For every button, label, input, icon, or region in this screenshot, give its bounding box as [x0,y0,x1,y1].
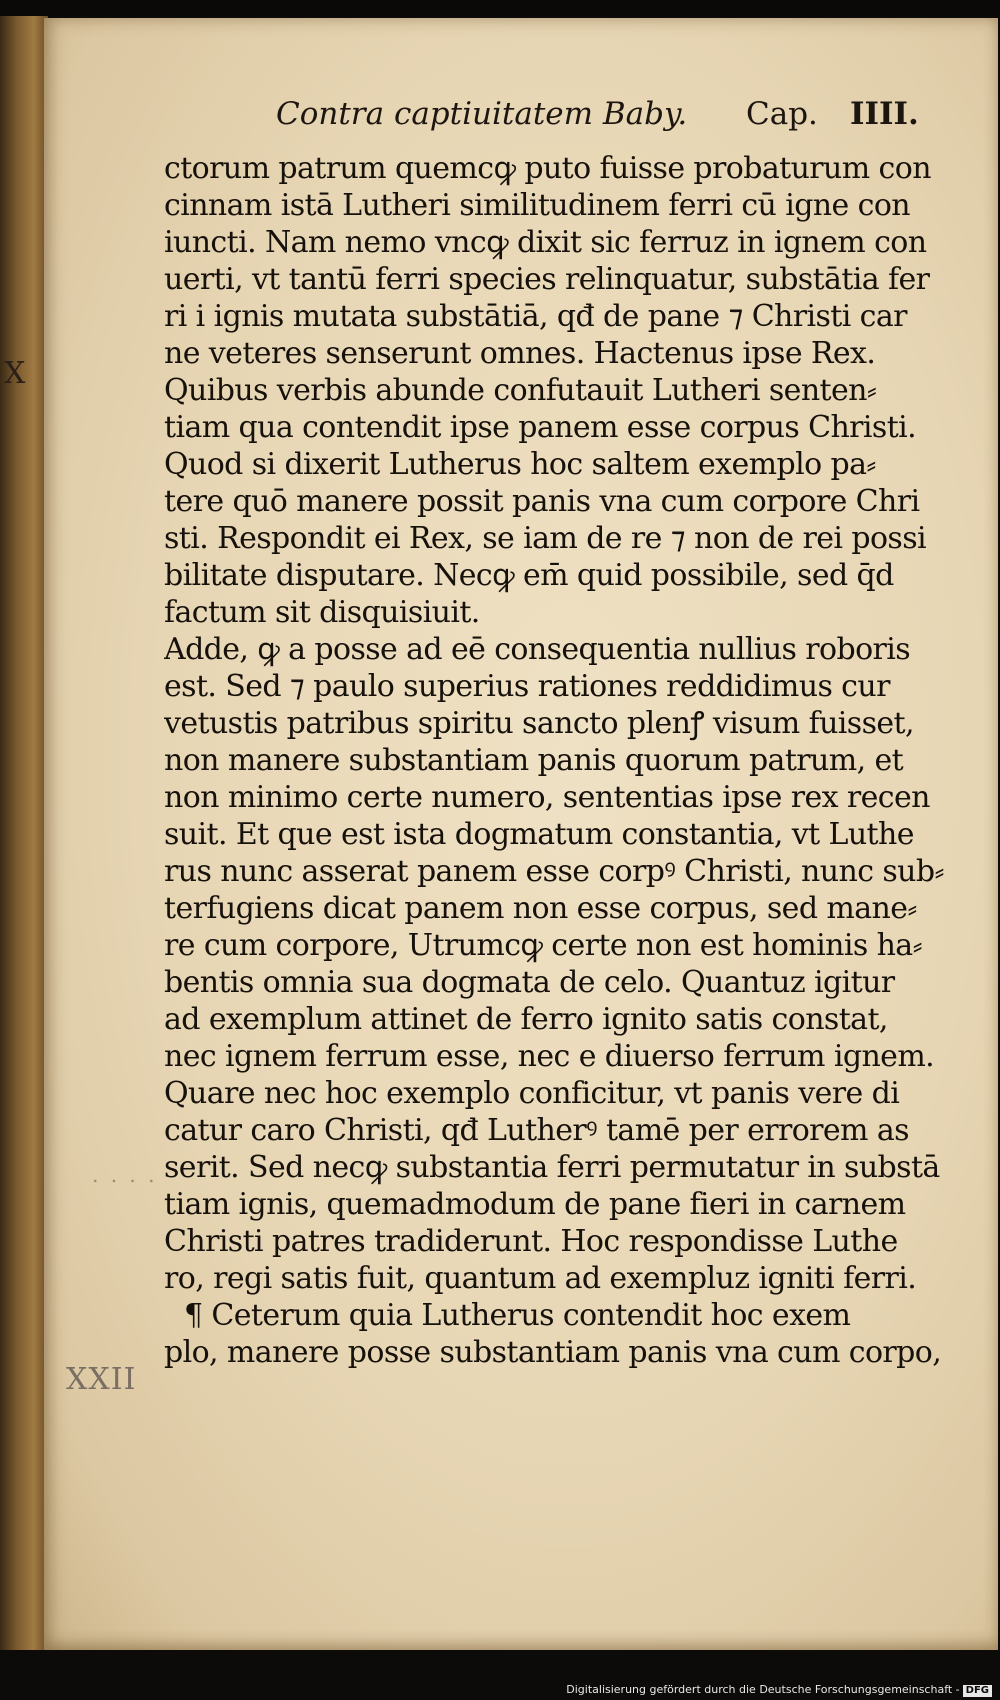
text-line: plo, manere posse substantiam panis vna cum corpo, [164,1335,942,1370]
text-line: Quare nec hoc exemplo conficitur, vt panis vere di [164,1076,900,1111]
text-line: tere quō manere possit panis vna cum corpore Chri [164,484,920,519]
text-line: Christi patres tradiderunt. Hoc respondisse Luthe [164,1224,898,1259]
margin-dots: . . . . [92,1163,158,1187]
top-border [0,0,1000,16]
running-head-title: Contra captiuitatem Baby. [276,96,688,132]
book-spine-edge [0,16,48,1650]
text-line: tiam ignis, quemadmodum de pane fieri in carnem [164,1187,906,1222]
margin-mark-x: X [4,356,26,391]
text-line: factum sit disquisiuit. [164,595,480,630]
text-line: ne veteres senserunt omnes. Hactenus ipse Rex. [164,336,876,371]
text-line: ro, regi satis fuit, quantum ad exempluz igniti ferri. [164,1261,917,1296]
text-line: ri i ignis mutata substātiā, qđ de pane ⁊ Christi car [164,299,907,334]
text-line: ctorum patrum quemcꝙ puto fuisse probaturum con [164,151,931,186]
text-line: vetustis patribus spiritu sancto plenꝭ visum fuisset, [164,706,914,741]
chapter-label: Cap. [746,96,818,132]
text-line: ¶ Ceterum quia Lutherus contendit hoc exem [184,1298,851,1333]
body-text [164,150,964,1371]
text-line: rus nunc asserat panem esse corpꝰ Christi, nunc sub⸗ [164,854,944,889]
signature-mark: XXII [66,1362,137,1397]
text-line: uerti, vt tantū ferri species relinquatur, substātia fer [164,262,930,297]
text-line: cinnam istā Lutheri similitudinem ferri cū igne con [164,188,911,223]
chapter-number: IIII. [850,96,919,132]
text-line: est. Sed ⁊ paulo superius rationes reddidimus cur [164,669,890,704]
text-line: non manere substantiam panis quorum patrum, et [164,743,904,778]
text-line: nec ignem ferrum esse, nec e diuerso ferrum ignem. [164,1039,935,1074]
running-head [276,96,926,142]
text-line: terfugiens dicat panem non esse corpus, sed mane⸗ [164,891,917,926]
text-line: catur caro Christi, qđ Lutherꝰ tamē per errorem as [164,1113,909,1148]
digitization-credit [566,1683,992,1697]
text-line: ad exemplum attinet de ferro ignito satis constat, [164,1002,888,1037]
credit-text: Digitalisierung gefördert durch die Deutsche Forschungsgemeinschaft - [566,1683,960,1696]
text-line: bentis omnia sua dogmata de celo. Quantuz igitur [164,965,895,1000]
text-line: re cum corpore, Utrumcꝙ certe non est hominis ha⸗ [164,928,922,963]
text-line: non minimo certe numero, sententias ipse rex recen [164,780,930,815]
text-line: bilitate disputare. Necꝙ em̄ quid possibile, sed q̄d [164,558,894,593]
text-line: Quod si dixerit Lutherus hoc saltem exemplo pa⸗ [164,447,876,482]
text-line: Quibus verbis abunde confutauit Lutheri senten⸗ [164,373,877,408]
text-line: sti. Respondit ei Rex, se iam de re ⁊ non de rei possi [164,521,926,556]
dfg-logo: DFG [963,1685,992,1697]
text-line: suit. Et que est ista dogmatum constantia, vt Luthe [164,817,914,852]
text-line: iuncti. Nam nemo vncꝙ dixit sic ferruz in ignem con [164,225,927,260]
text-line: tiam qua contendit ipse panem esse corpus Christi. [164,410,917,445]
text-line: serit. Sed necꝙ substantia ferri permutatur in substā [164,1150,940,1185]
text-line: Adde, ꝙ a posse ad eē consequentia nullius roboris [164,632,911,667]
